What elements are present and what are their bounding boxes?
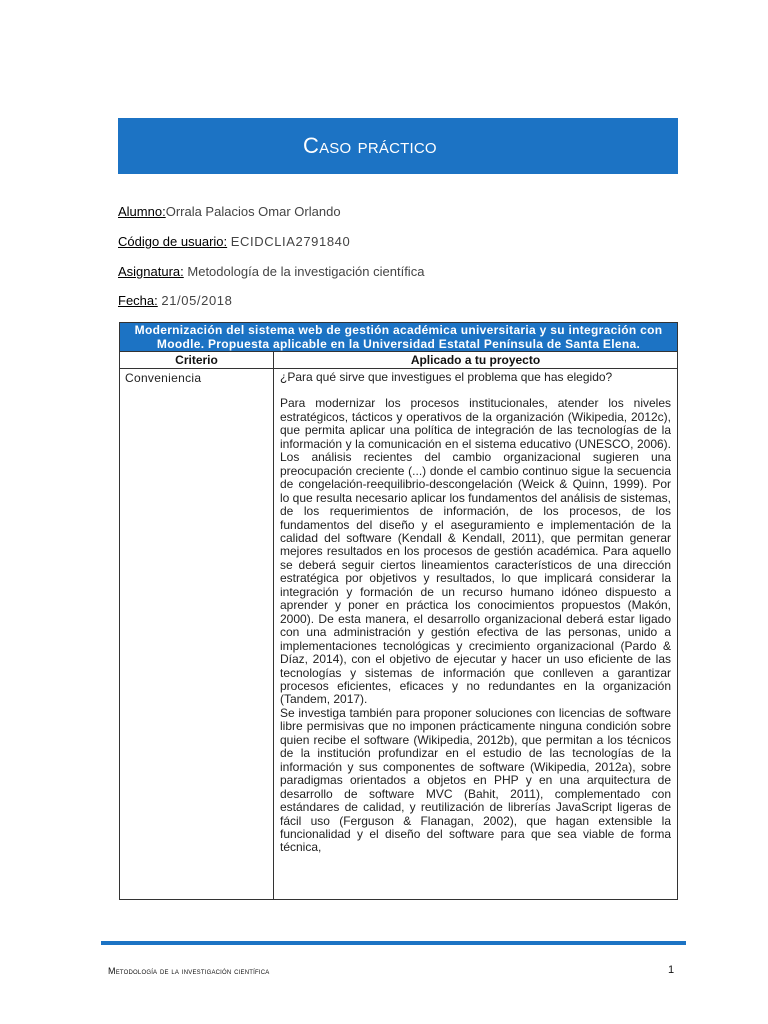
page-number: 1: [668, 964, 675, 976]
aplicado-cell: [274, 369, 678, 900]
criterio-cell: Conveniencia: [120, 369, 274, 900]
criteria-table: [119, 322, 678, 900]
asignatura-value: Metodología de la investigación científica: [187, 264, 425, 279]
footer-subject: Metodología de la investigación científica: [108, 966, 270, 976]
column-header-aplicado: Aplicado a tu proyecto: [274, 352, 678, 369]
page-title: Caso práctico: [303, 133, 437, 158]
alumno-value: Orrala Palacios Omar Orlando: [165, 204, 341, 219]
paragraph-1: Para modernizar los procesos institucionales, atender los niveles estratégicos, tácticos y operativos de la organización (Wikipedia, 2012c), que permita aplicar una política de integración de las tecnologías de la información y la comunicación en el sistema educativo (UNESCO, 2006). Los análisis recientes del cambio organizacional sugieren una preocupación creciente (...) donde el cambio continuo sigue la secuencia de congelación-reequilibrio-descongelación (Weick & Quinn, 1999). Por lo que resulta necesario aplicar los fundamentos del análisis de sistemas, de los requerimientos de información, de los procesos, de los fundamentos del diseño y el aseguramiento e implementación de la calidad del software (Kendall & Kendall, 2011), que permitan generar mejores resultados en los procesos de gestión académica. Para aquello se deberá seguir ciertos lineamientos característicos de una dirección estratégica por objetivos y resultados, lo que implicará considerar la integración y formación de un recurso humano idóneo dispuesto a aprender y poner en práctica los conocimientos propuestos (Makón, 2000). De esta manera, el desarrollo organizacional deberá estar ligado con una administración y gestión efectiva de las personas, unido a implementaciones tecnológicas y crecimiento organizacional (Pardo & Díaz, 2014), con el objetivo de ejecutar y hacer un uso eficiente de las tecnologías y sistemas de información que conlleven a garantizar procesos eficientes, eficaces y no redundantes en la organización (Tandem, 2017).: [280, 396, 671, 707]
footer-divider: [101, 941, 686, 945]
codigo-value: ECIDCLIA2791840: [230, 234, 351, 249]
paragraph-2: Se investiga también para proponer soluciones con licencias de software libre permisivas que no imponen prácticamente ninguna condición sobre quien recibe el software (Wikipedia, 2012b), que permitan a los técnicos de la institución profundizar en el estudio de las tecnologías de la información y sus componentes de software (Wikipedia, 2012a), sobre paradigmas orientados a objetos en PHP y en una arquitectura de desarrollo de software MVC (Bahit, 2011), complementado con estándares de calidad, y reutilización de librerías JavaScript ligeras de fácil uso (Ferguson & Flanagan, 2002), que hagan extensible la funcionalidad y el diseño del software para que sea viable de forma técnica,: [280, 705, 671, 855]
codigo-line: [118, 234, 350, 250]
fecha-line: [118, 293, 232, 309]
fecha-label: Fecha:: [118, 293, 158, 308]
alumno-label: Alumno:: [118, 204, 166, 219]
alumno-line: [118, 204, 341, 220]
table-row: [120, 369, 678, 900]
column-header-criterio: Criterio: [120, 352, 274, 369]
title-banner: [118, 118, 678, 174]
aplicado-content: [280, 371, 671, 895]
asignatura-line: [118, 264, 424, 280]
table-header-row: [120, 352, 678, 369]
table-title: Modernización del sistema web de gestión académica universitaria y su integración con Moodle. Propuesta aplicable en la Universidad Estatal Península de Santa Elena.: [120, 323, 678, 352]
guiding-question: ¿Para qué sirve que investigues el problema que has elegido?: [280, 371, 613, 384]
fecha-value: 21/05/2018: [161, 293, 233, 308]
table-title-row: [120, 323, 678, 352]
codigo-label: Código de usuario:: [118, 234, 228, 249]
asignatura-label: Asignatura:: [118, 264, 184, 279]
